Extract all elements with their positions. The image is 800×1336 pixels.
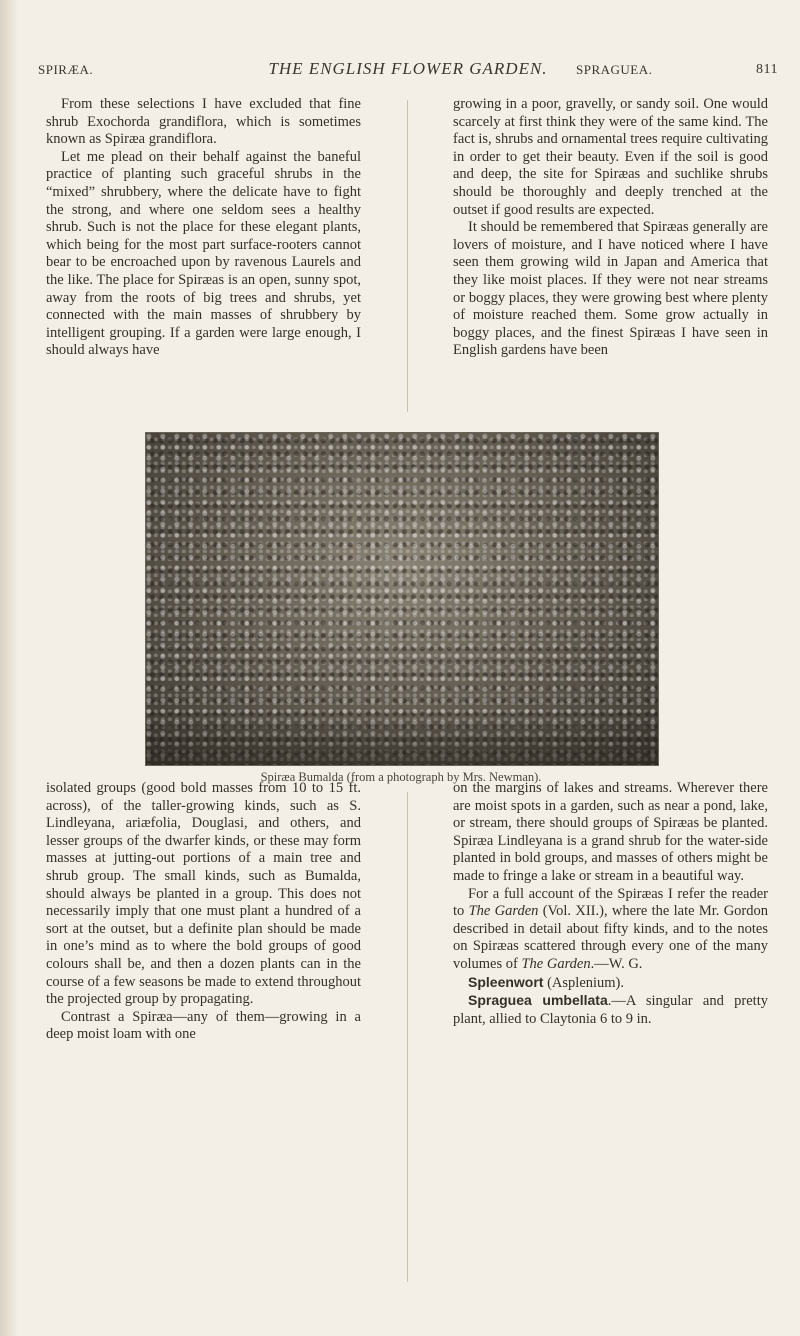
paragraph: It should be remembered that Spiræas generally are lovers of moisture, and I have noticed where I have seen them growing wild in Japan and America that they like moist places. If they were not near streams or boggy places, they were growing best where plenty of moisture reached them. Some grow actually in boggy places, and the finest Spiræas I have seen in English gardens have been [453, 219, 768, 359]
text-run: (Vol. XII.), where the late Mr. Gordon described in detail about fifty kinds, and to the notes on Spiræas scattered through every one of the many volumes of [453, 903, 769, 972]
spiraea-bumalda-photograph [145, 432, 659, 766]
running-head-section: SPRAGUEA. [576, 62, 653, 77]
entry-text: (Asplenium). [543, 974, 625, 991]
paragraph: Let me plead on their behalf against the baneful practice of planting such graceful shrubs in the “mixed” shrubbery, where the delicate have to fight the strong, and where one seldom sees a healthy shrub. Such is not the place for these elegant plants, which being for the most part surface-rooters cannot bear to be encroached upon by ravenous Laurels and the like. The place for Spiræas is an open, sunny spot, away from the roots of big trees and shrubs, yet connected with the main masses of shrubbery by intelligent grouping. If a garden were large enough, I should always have [46, 148, 361, 359]
paragraph: on the margins of lakes and streams. Wherever there are moist spots in a garden, such as near a pond, lake, or stream, there should groups of Spiræas be planted. Spiræa Lindleyana is a grand shrub for the water-side planted in bold groups, and masses of others might be made to fringe a lake or stream in a beautiful way. [453, 780, 768, 884]
running-head [38, 59, 778, 86]
publication-title: The Garden [521, 955, 591, 972]
entry-spleenwort [453, 974, 768, 993]
column-divider [407, 792, 408, 1282]
page-number: 811 [756, 62, 778, 77]
text-run: .—W. G. [590, 955, 643, 972]
paragraph: growing in a poor, gravelly, or sandy soil. One would scarcely at first think they were of the same kind. The fact is, shrubs and ornamental trees require cultivating in order to get their beauty. Even if the soil is good and deep, the site for Spiræas and suchlike shrubs should be thoroughly and deeply trenched at the outset if good results are expected. [453, 96, 768, 218]
paragraph: isolated groups (good bold masses from 10 to 15 ft. across), of the taller-growing kinds, such as S. Lindleyana, ariæfolia, Douglasi, and others, and lesser groups of the dwarfer kinds, or these may form masses at jutting-out portions of a main tree and shrub group. The small kinds, such as Bumalda, should always be planted in a group. This does not necessarily imply that one must plant a hundred of a sort at the outset, but a definite plan should be made in one’s mind as to where the bold groups of good colours shall be, and then a dozen plants can in the course of a few seasons be made to extend throughout the projected group by propagating. [46, 780, 361, 1008]
column-divider [407, 100, 408, 412]
entry-text: .—A singular and pretty plant, allied to Claytonia 6 to 9 in. [453, 993, 768, 1027]
text-column-bottom-left [46, 780, 361, 1044]
paragraph [453, 886, 768, 974]
text-column-top-right [453, 96, 768, 360]
page-edge-shadow [0, 0, 18, 1336]
running-head-title: THE ENGLISH FLOWER GARDEN. [268, 59, 548, 78]
entry-term: Spraguea umbellata [468, 992, 608, 1009]
text-column-top-left [46, 96, 361, 360]
entry-spraguea [453, 992, 768, 1028]
text-run: For a full account of the Spiræas I refer the reader to [453, 885, 768, 920]
text-column-bottom-right [453, 780, 768, 1028]
running-head-left: SPIRÆA. [38, 62, 94, 77]
paragraph: Contrast a Spiræa—any of them—growing in a deep moist loam with one [46, 1008, 361, 1043]
entry-term: Spleenwort [468, 973, 544, 990]
figure-caption: Spiræa Bumalda (from a photograph by Mrs. Newman). [260, 770, 542, 784]
publication-title: The Garden [468, 903, 539, 920]
paragraph: From these selections I have excluded that fine shrub Exochorda grandiflora, which is sometimes known as Spiræa grandiflora. [46, 96, 361, 148]
